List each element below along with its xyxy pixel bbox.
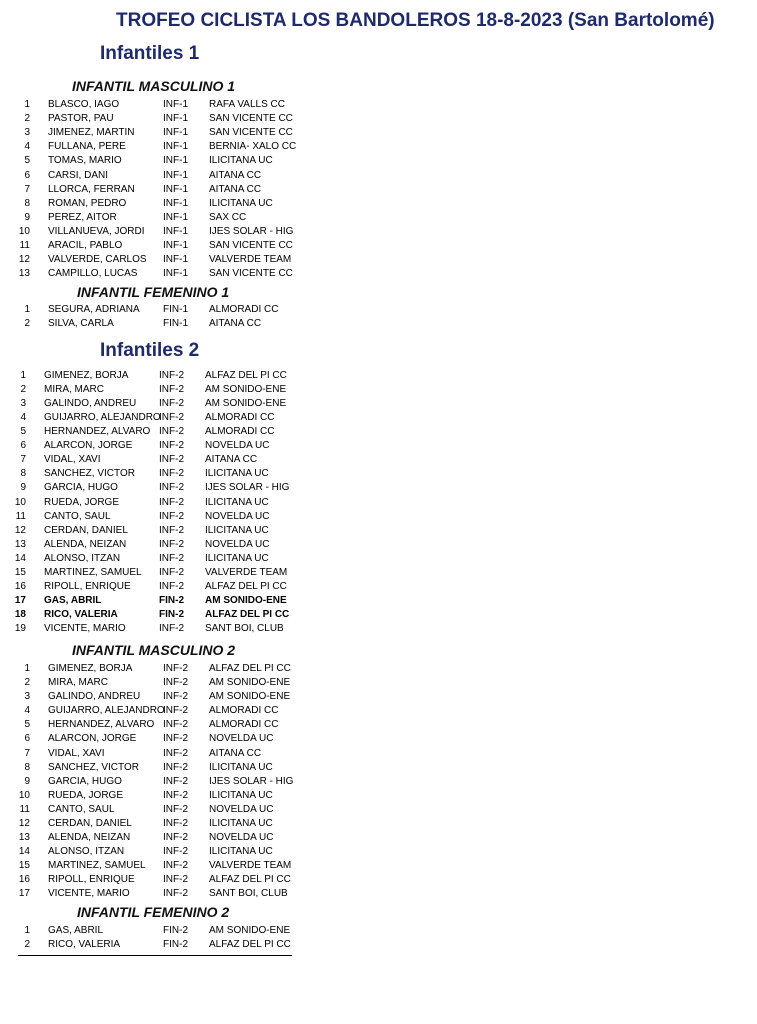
- category-cell: INF-1: [163, 127, 188, 139]
- category-cell: INF-2: [159, 384, 184, 396]
- team-cell: ALMORADI CC: [209, 304, 279, 315]
- team-cell: NOVELDA UC: [209, 733, 274, 745]
- category-cell: INF-2: [159, 468, 184, 480]
- rank-cell: 17: [14, 594, 26, 606]
- category-cell: INF-1: [163, 197, 188, 209]
- team-cell: VALVERDE TEAM: [209, 860, 292, 872]
- subheading-infantil-masculino-2: INFANTIL MASCULINO 2: [72, 642, 236, 658]
- rider-name-cell: RUEDA, JORGE: [48, 789, 124, 801]
- rider-name-cell: PASTOR, PAU: [48, 113, 114, 125]
- team-cell: VALVERDE TEAM: [209, 254, 292, 266]
- rank-cell: 15: [14, 566, 26, 578]
- team-cell: NOVELDA UC: [205, 510, 270, 522]
- rider-name-cell: MARTINEZ, SAMUEL: [48, 860, 146, 872]
- category-cell: INF-2: [159, 426, 184, 438]
- team-cell: SAN VICENTE CC: [209, 240, 293, 251]
- category-cell: INF-2: [163, 691, 188, 703]
- team-cell: AITANA CC: [209, 318, 262, 330]
- team-cell: ALMORADI CC: [205, 412, 275, 424]
- rank-cell: 1: [24, 663, 30, 674]
- category-cell: INF-2: [163, 775, 188, 787]
- category-cell: INF-2: [159, 482, 184, 494]
- rank-cell: 11: [19, 803, 30, 815]
- team-cell: ALFAZ DEL PI CC: [205, 609, 290, 621]
- team-cell: NOVELDA UC: [205, 538, 270, 550]
- category-cell: INF-2: [159, 454, 184, 466]
- category-cell: INF-1: [163, 141, 188, 153]
- rider-name-cell: SANCHEZ, VICTOR: [48, 761, 139, 773]
- rider-name-cell: CAMPILLO, LUCAS: [48, 268, 138, 280]
- team-cell: ILICITANA UC: [209, 846, 273, 858]
- category-cell: INF-2: [163, 733, 188, 745]
- rank-cell: 9: [20, 482, 26, 494]
- category-cell: INF-1: [163, 254, 188, 266]
- team-cell: SAN VICENTE CC: [209, 113, 293, 125]
- category-cell: INF-1: [163, 169, 188, 181]
- rider-name-cell: MIRA, MARC: [48, 677, 108, 689]
- rider-name-cell: VICENTE, MARIO: [44, 623, 126, 635]
- rider-name-cell: GALINDO, ANDREU: [48, 691, 141, 703]
- team-cell: AM SONIDO-ENE: [205, 594, 287, 606]
- team-cell: IJES SOLAR - HIG: [209, 775, 294, 787]
- rider-name-cell: VIDAL, XAVI: [48, 747, 105, 759]
- rider-name-cell: ALARCON, JORGE: [44, 440, 133, 452]
- rank-cell: 7: [24, 747, 30, 759]
- team-cell: IJES SOLAR - HIG: [209, 225, 294, 237]
- team-cell: RAFA VALLS CC: [209, 99, 285, 110]
- rank-cell: 9: [24, 211, 30, 223]
- bottom-rule: [18, 955, 292, 956]
- team-cell: ILICITANA UC: [205, 496, 269, 508]
- rider-name-cell: ROMAN, PEDRO: [48, 197, 127, 209]
- rider-name-cell: ARACIL, PABLO: [48, 240, 123, 251]
- rider-name-cell: GARCIA, HUGO: [44, 482, 118, 494]
- team-cell: SAN VICENTE CC: [209, 268, 293, 280]
- rank-cell: 10: [14, 496, 26, 508]
- team-cell: AM SONIDO-ENE: [205, 398, 287, 410]
- category-cell: INF-2: [163, 719, 188, 731]
- rider-name-cell: GAS, ABRIL: [44, 594, 102, 606]
- rank-cell: 6: [24, 169, 30, 181]
- rank-cell: 12: [14, 524, 26, 536]
- team-cell: AM SONIDO-ENE: [205, 384, 287, 396]
- category-cell: INF-2: [159, 580, 184, 592]
- rank-cell: 16: [14, 580, 26, 592]
- category-cell: INF-2: [159, 510, 184, 522]
- rider-name-cell: RICO, VALERIA: [48, 939, 121, 951]
- rider-name-cell: ALENDA, NEIZAN: [48, 832, 131, 844]
- rider-name-cell: GIMENEZ, BORJA: [44, 370, 129, 381]
- rank-cell: 2: [24, 113, 30, 125]
- team-cell: SANT BOI, CLUB: [209, 888, 288, 900]
- rank-cell: 2: [24, 677, 30, 689]
- rider-name-cell: GIMENEZ, BORJA: [48, 663, 133, 674]
- rider-name-cell: HERNANDEZ, ALVARO: [44, 426, 151, 438]
- category-cell: INF-2: [163, 874, 188, 886]
- category-cell: FIN-2: [163, 939, 188, 951]
- rider-name-cell: GAS, ABRIL: [48, 925, 104, 936]
- rank-cell: 3: [24, 127, 30, 139]
- rank-cell: 8: [24, 761, 30, 773]
- rider-name-cell: GARCIA, HUGO: [48, 775, 122, 787]
- rider-name-cell: FULLANA, PERE: [48, 141, 126, 153]
- rider-name-cell: CANTO, SAUL: [44, 510, 111, 522]
- rider-name-cell: CERDAN, DANIEL: [44, 524, 128, 536]
- team-cell: SANT BOI, CLUB: [205, 623, 284, 635]
- category-cell: INF-2: [163, 803, 188, 815]
- team-cell: ALFAZ DEL PI CC: [209, 874, 291, 886]
- rider-name-cell: RICO, VALERIA: [44, 609, 118, 621]
- rank-cell: 2: [20, 384, 26, 396]
- rank-cell: 7: [20, 454, 26, 466]
- rank-cell: 10: [18, 225, 30, 237]
- category-cell: INF-1: [163, 225, 188, 237]
- subheading-infantil-femenino-1: INFANTIL FEMENINO 1: [77, 284, 230, 300]
- team-cell: AITANA CC: [209, 747, 262, 759]
- rider-name-cell: SEGURA, ADRIANA: [48, 304, 140, 315]
- section-heading-infantiles-1: Infantiles 1: [100, 43, 200, 64]
- rider-name-cell: RUEDA, JORGE: [44, 496, 120, 508]
- subheading-infantil-masculino-1: INFANTIL MASCULINO 1: [72, 78, 236, 94]
- team-cell: ILICITANA UC: [205, 524, 269, 536]
- team-cell: AM SONIDO-ENE: [209, 677, 291, 689]
- rider-name-cell: RIPOLL, ENRIQUE: [48, 874, 135, 886]
- category-cell: INF-2: [163, 747, 188, 759]
- category-cell: FIN-2: [159, 594, 184, 606]
- category-cell: INF-1: [163, 113, 188, 125]
- category-cell: INF-2: [163, 846, 188, 858]
- rider-name-cell: HERNANDEZ, ALVARO: [48, 719, 155, 731]
- rank-cell: 7: [24, 183, 30, 195]
- team-cell: ALFAZ DEL PI CC: [205, 580, 287, 592]
- rank-cell: 13: [18, 268, 30, 280]
- section-heading-infantiles-2: Infantiles 2: [100, 340, 200, 361]
- rider-name-cell: ALONSO, ITZAN: [44, 552, 121, 564]
- rider-name-cell: LLORCA, FERRAN: [48, 183, 135, 195]
- team-cell: VALVERDE TEAM: [205, 566, 288, 578]
- category-cell: INF-2: [159, 440, 184, 452]
- team-cell: BERNIA- XALO CC: [209, 141, 297, 153]
- rank-cell: 13: [18, 832, 30, 844]
- rider-name-cell: CANTO, SAUL: [48, 803, 115, 815]
- team-cell: AITANA CC: [209, 169, 262, 181]
- team-cell: ALFAZ DEL PI CC: [209, 663, 291, 674]
- category-cell: FIN-1: [163, 304, 188, 315]
- rank-cell: 8: [24, 197, 30, 209]
- category-cell: FIN-1: [163, 318, 188, 330]
- team-cell: ALMORADI CC: [209, 719, 279, 731]
- rank-cell: 13: [14, 538, 26, 550]
- rider-name-cell: VICENTE, MARIO: [48, 888, 130, 900]
- category-cell: INF-2: [159, 552, 184, 564]
- rank-cell: 4: [20, 412, 26, 424]
- category-cell: INF-2: [163, 832, 188, 844]
- rank-cell: 1: [20, 370, 26, 381]
- rank-cell: 11: [15, 510, 26, 522]
- team-cell: ILICITANA UC: [205, 552, 269, 564]
- rank-cell: 18: [14, 609, 26, 621]
- rider-name-cell: VILLANUEVA, JORDI: [48, 225, 145, 237]
- team-cell: ILICITANA UC: [205, 468, 269, 480]
- category-cell: INF-2: [163, 663, 188, 674]
- rank-cell: 1: [24, 99, 30, 110]
- rider-name-cell: RIPOLL, ENRIQUE: [44, 580, 131, 592]
- team-cell: ALMORADI CC: [209, 705, 279, 717]
- category-cell: INF-2: [163, 817, 188, 829]
- rider-name-cell: ALONSO, ITZAN: [48, 846, 125, 858]
- team-cell: ALFAZ DEL PI CC: [209, 939, 291, 951]
- rank-cell: 12: [18, 254, 30, 266]
- subheading-infantil-femenino-2: INFANTIL FEMENINO 2: [77, 904, 230, 920]
- rank-cell: 15: [18, 860, 30, 872]
- team-cell: AITANA CC: [209, 183, 262, 195]
- category-cell: INF-2: [163, 789, 188, 801]
- category-cell: INF-2: [163, 761, 188, 773]
- category-cell: INF-1: [163, 268, 188, 280]
- category-cell: INF-2: [159, 496, 184, 508]
- team-cell: ILICITANA UC: [209, 817, 273, 829]
- team-cell: NOVELDA UC: [209, 832, 274, 844]
- rank-cell: 17: [18, 888, 30, 900]
- team-cell: NOVELDA UC: [205, 440, 270, 452]
- rider-name-cell: ALENDA, NEIZAN: [44, 538, 127, 550]
- category-cell: INF-2: [159, 566, 184, 578]
- category-cell: FIN-2: [159, 609, 184, 621]
- category-cell: INF-1: [163, 99, 188, 110]
- team-cell: SAN VICENTE CC: [209, 127, 293, 139]
- rank-cell: 4: [24, 705, 30, 717]
- rank-cell: 3: [20, 398, 26, 410]
- rider-name-cell: PEREZ, AITOR: [48, 211, 117, 223]
- rank-cell: 16: [18, 874, 30, 886]
- rank-cell: 10: [18, 789, 30, 801]
- rank-cell: 1: [24, 925, 30, 936]
- team-cell: IJES SOLAR - HIG: [205, 482, 290, 494]
- category-cell: INF-2: [163, 677, 188, 689]
- team-cell: ILICITANA UC: [209, 197, 273, 209]
- rider-name-cell: CARSI, DANI: [48, 169, 109, 181]
- rank-cell: 12: [18, 817, 30, 829]
- rider-name-cell: SANCHEZ, VICTOR: [44, 468, 135, 480]
- category-cell: INF-2: [159, 398, 184, 410]
- rank-cell: 2: [24, 939, 30, 951]
- team-cell: ILICITANA UC: [209, 155, 273, 167]
- rider-name-cell: JIMENEZ, MARTIN: [48, 127, 135, 139]
- rank-cell: 19: [14, 623, 26, 635]
- rank-cell: 14: [18, 846, 30, 858]
- page-title: TROFEO CICLISTA LOS BANDOLEROS 18-8-2023 (San Bartolomé): [116, 10, 715, 31]
- rider-name-cell: GUIJARRO, ALEJANDRO: [48, 705, 165, 717]
- rank-cell: 4: [24, 141, 30, 153]
- rider-name-cell: VALVERDE, CARLOS: [48, 254, 147, 266]
- category-cell: INF-1: [163, 183, 188, 195]
- rider-name-cell: GUIJARRO, ALEJANDRO: [44, 412, 161, 424]
- team-cell: ILICITANA UC: [209, 789, 273, 801]
- rank-cell: 9: [24, 775, 30, 787]
- category-cell: INF-2: [159, 538, 184, 550]
- category-cell: INF-2: [159, 412, 184, 424]
- category-cell: INF-2: [163, 888, 188, 900]
- team-cell: SAX CC: [209, 211, 247, 223]
- rank-cell: 6: [24, 733, 30, 745]
- category-cell: INF-2: [159, 623, 184, 635]
- rank-cell: 11: [19, 240, 30, 251]
- rider-name-cell: BLASCO, IAGO: [48, 99, 120, 110]
- rank-cell: 14: [14, 552, 26, 564]
- rider-name-cell: ALARCON, JORGE: [48, 733, 137, 745]
- category-cell: INF-2: [163, 860, 188, 872]
- rider-name-cell: MIRA, MARC: [44, 384, 104, 396]
- rider-name-cell: CERDAN, DANIEL: [48, 817, 132, 829]
- rank-cell: 5: [24, 155, 30, 167]
- team-cell: ILICITANA UC: [209, 761, 273, 773]
- rider-name-cell: TOMAS, MARIO: [48, 155, 122, 167]
- category-cell: INF-2: [159, 524, 184, 536]
- rank-cell: 5: [20, 426, 26, 438]
- team-cell: AM SONIDO-ENE: [209, 925, 291, 936]
- team-cell: AM SONIDO-ENE: [209, 691, 291, 703]
- rider-name-cell: SILVA, CARLA: [48, 318, 114, 330]
- category-cell: INF-1: [163, 240, 188, 251]
- category-cell: INF-1: [163, 211, 188, 223]
- category-cell: INF-2: [159, 370, 184, 381]
- rank-cell: 2: [24, 318, 30, 330]
- rank-cell: 6: [20, 440, 26, 452]
- team-cell: ALFAZ DEL PI CC: [205, 370, 287, 381]
- team-cell: NOVELDA UC: [209, 803, 274, 815]
- category-cell: INF-1: [163, 155, 188, 167]
- rank-cell: 8: [20, 468, 26, 480]
- rank-cell: 5: [24, 719, 30, 731]
- rider-name-cell: GALINDO, ANDREU: [44, 398, 137, 410]
- rank-cell: 3: [24, 691, 30, 703]
- team-cell: AITANA CC: [205, 454, 258, 466]
- team-cell: ALMORADI CC: [205, 426, 275, 438]
- rank-cell: 1: [24, 304, 30, 315]
- category-cell: INF-2: [163, 705, 188, 717]
- rider-name-cell: MARTINEZ, SAMUEL: [44, 566, 142, 578]
- category-cell: FIN-2: [163, 925, 188, 936]
- rider-name-cell: VIDAL, XAVI: [44, 454, 101, 466]
